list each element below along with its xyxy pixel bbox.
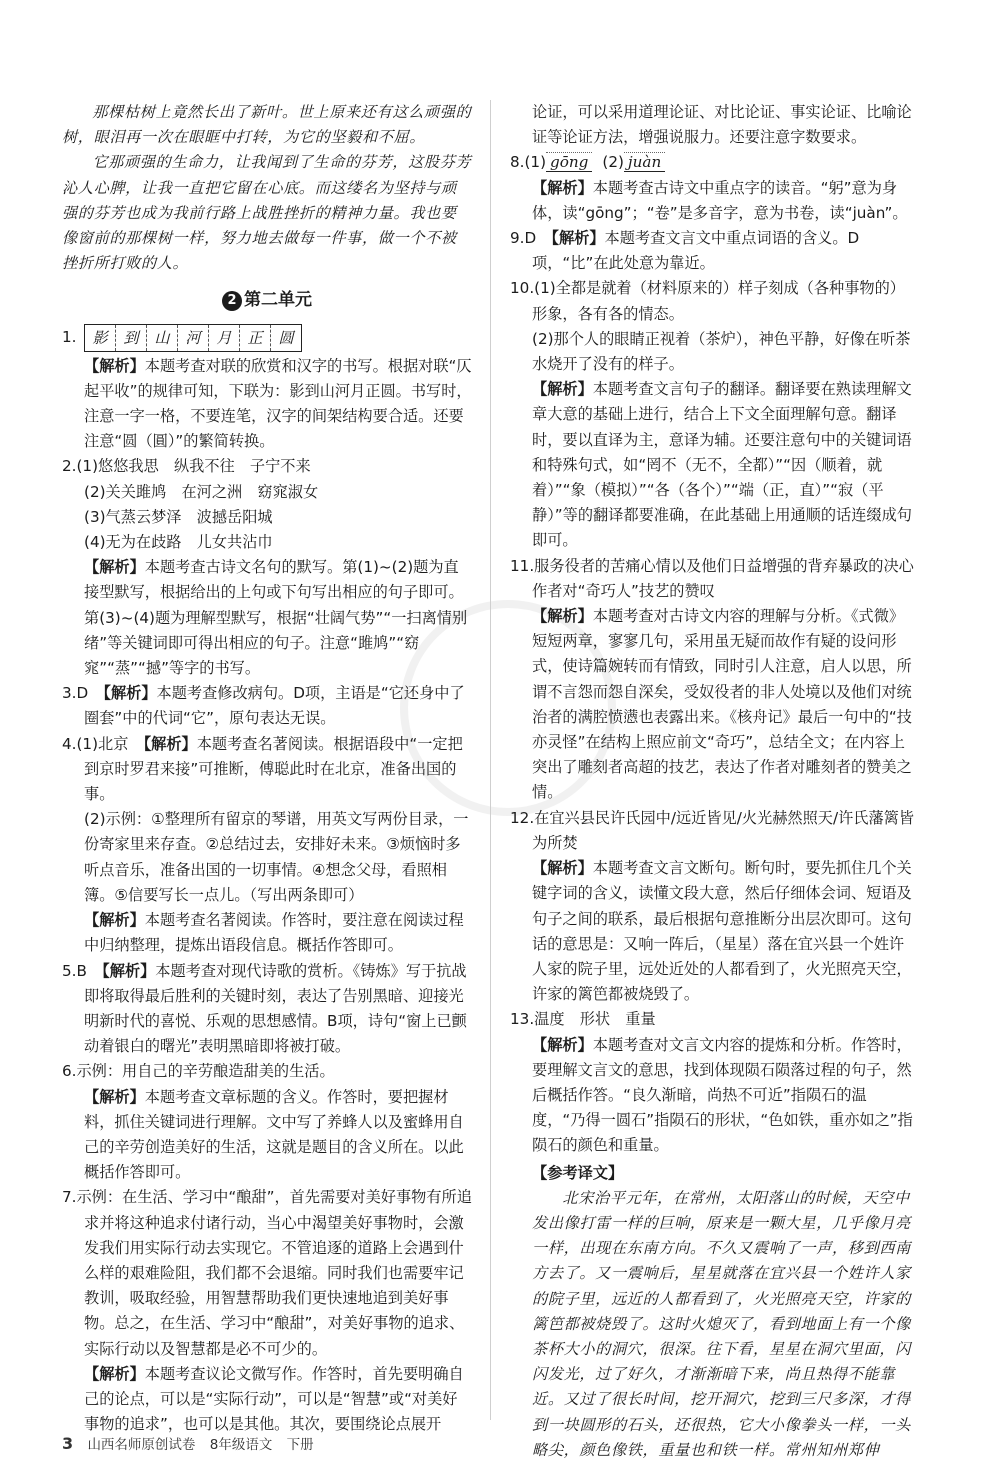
q2-analysis: 【解析】本题考查古诗文名句的默写。第(1)~(2)题为直接型默写，根据给出的上句或下句写出相应的句子即可。第(3)~(4)题为理解型默写，根据“壮阔气势”“一扫离情别绪”等关键词即可得出相应的句子。注意“雎鸠”“窈窕”“蒸”“撼”等字的书写。 bbox=[84, 558, 468, 678]
analysis-tag: 【解析】 bbox=[551, 229, 605, 248]
q4-analysis-2: 【解析】本题考查名著阅读。作答时，要注意在阅读过程中归纳整理，提炼出语段信息。概括作答即可。 bbox=[84, 911, 464, 955]
q11-answer: 11.服务役者的苦痛心情以及他们日益增强的背弃暴政的决心 作者对“奇巧人”技艺的赞叹 bbox=[510, 556, 930, 600]
q4-answer-2: (2)示例：①整理所有留京的琴谱，用英文写两份目录，一份寄家里来存查。②总结过去，安排好未来。③烦恼时多听点音乐，准备出国的一切事情。④想念父母，看照相簿。⑤信要写长一点儿。（写出两条即可） bbox=[84, 810, 469, 904]
corner-watermark bbox=[820, 1432, 990, 1468]
q7-analysis: 【解析】本题考查议论文微写作。作答时，首先要明确自己的论点，可以是“实际行动”，可以是“智慧”或“对美好事物的追求”，也可以是其他。其次，要围绕论点展开 bbox=[84, 1364, 464, 1434]
reference-translation-text: 北宋治平元年，在常州，太阳落山的时候，天空中发出像打雷一样的巨响，原来是一颗大星，几乎像月亮一样，出现在东南方向。不久又震响了一声，移到西南方去了。又一震响后，星星就落在宜兴县一个姓许人家的院子里，远近的人都看到了，火光照亮天空，许家的篱笆都被烧毁了。这时火熄灭了，看到地面上有一个像茶杯大小的洞穴，很深。往下看，星星在洞穴里面，闪闪发光，过了好久，才渐渐暗下来，尚且热得不能靠近。又过了很长时间，挖开洞穴，挖到三尺多深，才得到一块圆形的石头，还很热，它大小像拳头一样，一头略尖，颜色像铁，重量也和铁一样。常州知州郑伸 bbox=[532, 1188, 911, 1459]
q5-answer: 5.B 【解析】本题考查对现代诗歌的赏析。《铸炼》写于抗战即将取得最后胜利的关键时刻，表达了告别黑暗、迎接光明新时代的喜悦、乐观的思想感情。B项，诗句“窗上已颤动着银白的曙光”表明黑暗即将被打破。 bbox=[62, 961, 467, 1056]
q7-analysis-continued: 论证，可以采用道理论证、对比论证、事实论证、比喻论证等论证方法，增强说服力。还要注意字数要求。 bbox=[532, 103, 912, 147]
q6-analysis: 【解析】本题考查文章标题的含义。作答时，要把握材料，抓住关键词进行理解。文中写了养蜂人以及蜜蜂用自己的辛劳创造美好的生活，这就是题目的含义所在。以此概括作答即可。 bbox=[84, 1087, 464, 1182]
q13-answer: 13.温度 形状 重量 bbox=[510, 1010, 656, 1029]
grid-cell: 河 bbox=[178, 325, 209, 351]
q10-answer-1: 10.(1)全都是就着（材料原来的）样子刻成（各种事物的）形象，各有各的情态。 bbox=[510, 279, 905, 323]
grid-cell: 到 bbox=[116, 325, 147, 351]
q2-answer-2: (2)关关雎鸠 在河之洲 窈窕淑女 bbox=[84, 482, 319, 501]
q1-answer-row bbox=[62, 324, 472, 352]
q1-char-grid bbox=[84, 324, 302, 352]
analysis-tag: 【解析】 bbox=[84, 356, 145, 375]
page-number: 3 bbox=[62, 1434, 74, 1453]
unit-title-text: 第二单元 bbox=[244, 290, 312, 311]
q12-answer: 12.在宜兴县民许氏园中/远近皆见/火光赫然照天/许氏藩篱皆为所焚 bbox=[510, 808, 915, 852]
grade-subject: 8年级语文 bbox=[209, 1437, 273, 1453]
column-divider bbox=[490, 100, 491, 1420]
analysis-tag: 【解析】 bbox=[84, 911, 145, 930]
grid-cell: 月 bbox=[209, 325, 240, 351]
analysis-tag: 【解析】 bbox=[143, 734, 197, 753]
unit-number-badge: 2 bbox=[222, 291, 242, 311]
pinyin-answer-1: gōng bbox=[546, 152, 592, 172]
grid-cell: 影 bbox=[85, 325, 116, 351]
analysis-tag: 【解析】 bbox=[84, 1364, 145, 1383]
analysis-tag: 【解析】 bbox=[102, 961, 156, 980]
q7-answer: 7.示例：在生活、学习中“酿甜”，首先需要对美好事物有所追求并将这种追求付诸行动，当心中渴望美好事物时，会激发我们用实际行动去实现它。不管追逐的道路上会遇到什么样的艰难险阻，我们都不会退缩。同时我们也需要牢记教训，吸取经验，用智慧帮助我们更快速地追到美好事物。总之，在生活、学习中“酿甜”，对美好事物的追求、实际行动以及智慧都是必不可少的。 bbox=[62, 1188, 472, 1358]
analysis-tag: 【解析】 bbox=[532, 859, 593, 878]
right-column bbox=[510, 100, 930, 1463]
q1-analysis: 【解析】本题考查对联的欣赏和汉字的书写。根据对联“仄起平收”的规律可知，下联为：影到山河月正圆。书写时，注意一字一格，不要连笔，汉字的间架结构要合适。还要注意“圆（圓）”的繁简转换。 bbox=[84, 356, 472, 451]
pinyin-answer-2: juàn bbox=[624, 152, 665, 172]
analysis-tag: 【解析】 bbox=[84, 1087, 145, 1106]
q2-answer-4: (4)无为在歧路 儿女共沾巾 bbox=[84, 533, 273, 552]
essay-paragraph-1: 那棵枯树上竟然长出了新叶。世上原来还有这么顽强的树，眼泪再一次在眼眶中打转，为它的坚毅和不屈。 bbox=[62, 103, 472, 147]
q2-answer-3: (3)气蒸云梦泽 波撼岳阳城 bbox=[84, 507, 273, 526]
q9-answer: 9.D 【解析】本题考查文言文中重点词语的含义。D项，“比”在此处意为靠近。 bbox=[510, 229, 860, 273]
grid-cell: 圆 bbox=[278, 328, 294, 347]
q12-analysis: 【解析】本题考查文言文断句。断句时，要先抓住几个关键字词的含义，读懂文段大意，然后仔细体会词、短语及句子之间的联系，最后根据句意推断分出层次即可。这句话的意思是：又响一阵后，（星星）落在宜兴县一个姓许人家的院子里，远处近处的人都看到了，火光照亮天空，许家的篱笆都被烧毁了。 bbox=[532, 859, 912, 1004]
analysis-tag: 【解析】 bbox=[532, 380, 593, 399]
q2-answer-1: 2.(1)悠悠我思 纵我不往 子宁不来 bbox=[62, 457, 311, 476]
q3-answer: 3.D 【解析】本题考查修改病句。D项，主语是“它还身中了圈套”中的代词“它”，原句表达无误。 bbox=[62, 684, 465, 728]
term: 下册 bbox=[286, 1437, 314, 1453]
analysis-tag: 【解析】 bbox=[532, 607, 593, 626]
analysis-tag: 【解析】 bbox=[532, 178, 593, 197]
unit-title bbox=[62, 288, 472, 313]
reference-translation-title: 【参考译文】 bbox=[532, 1163, 624, 1182]
left-column bbox=[62, 100, 472, 1437]
q6-answer: 6.示例：用自己的辛劳酿造甜美的生活。 bbox=[62, 1062, 335, 1081]
book-title: 山西名师原创试卷 bbox=[87, 1437, 196, 1453]
page-footer bbox=[62, 1433, 324, 1453]
q10-answer-2: (2)那个人的眼睛正视着（茶炉），神色平静，好像在听茶水烧开了没有的样子。 bbox=[532, 329, 911, 374]
analysis-tag: 【解析】 bbox=[532, 1035, 593, 1054]
q8-analysis: 【解析】本题考查古诗文中重点字的读音。“躬”意为身体，读“gōng”；“卷”是多音字，意为书卷，读“juàn”。 bbox=[532, 178, 908, 222]
q10-analysis: 【解析】本题考查文言句子的翻译。翻译要在熟读理解文章大意的基础上进行，结合上下文全面理解句意。翻译时，要以直译为主，意译为辅。还要注意句中的关键词语和特殊句式，如“罔不（无不，全都）”“因（顺着，就着）”“象（模拟）”“各（各个）”“端（正，直）”“寂（平静）”等的翻译都要准确，在此基础上用通顺的话连缀成句即可。 bbox=[532, 380, 912, 550]
q1-label: 1. bbox=[62, 328, 77, 347]
q8-answer: 8.(1) gōng (2) juàn bbox=[510, 150, 918, 175]
essay-paragraph-2: 它那顽强的生命力，让我闻到了生命的芬芳，这股芬芳沁人心脾，让我一直把它留在心底。而这缕名为坚持与顽强的芬芳也成为我前行路上战胜挫折的精神力量。我也要像窗前的那棵树一样，努力地去做每一件事，做一个不被挫折所打败的人。 bbox=[62, 153, 472, 273]
grid-cell: 正 bbox=[240, 325, 271, 351]
analysis-tag: 【解析】 bbox=[103, 684, 157, 703]
q4-answer-1: 4.(1)北京 【解析】本题考查名著阅读。根据语段中“一定把到京时罗君来接”可推断，傅聪此时在北京，准备出国的事。 bbox=[62, 734, 463, 804]
analysis-tag: 【解析】 bbox=[84, 558, 145, 577]
q13-analysis: 【解析】本题考查对文言文内容的提炼和分析。作答时，要理解文言文的意思，找到体现陨石陨落过程的句子，然后概括作答。“良久渐暗，尚热不可近”指陨石的温度，“乃得一圆石”指陨石的形状，“色如铁，重亦如之”指陨石的颜色和重量。 bbox=[532, 1035, 913, 1155]
grid-cell: 山 bbox=[147, 325, 178, 351]
q11-analysis: 【解析】本题考查对古诗文内容的理解与分析。《式微》短短两章，寥寥几句，采用虽无疑而故作有疑的设问形式，使诗篇婉转而有情致，同时引人注意，启人以思，所谓不言怨而怨自深矣，受奴役者的非人处境以及他们对统治者的满腔愤懑也表露出来。《核舟记》最后一句中的“技亦灵怪”在结构上照应前文“奇巧”，总结全文；在内容上突出了雕刻者高超的技艺，表达了作者对雕刻者的赞美之情。 bbox=[532, 607, 912, 802]
